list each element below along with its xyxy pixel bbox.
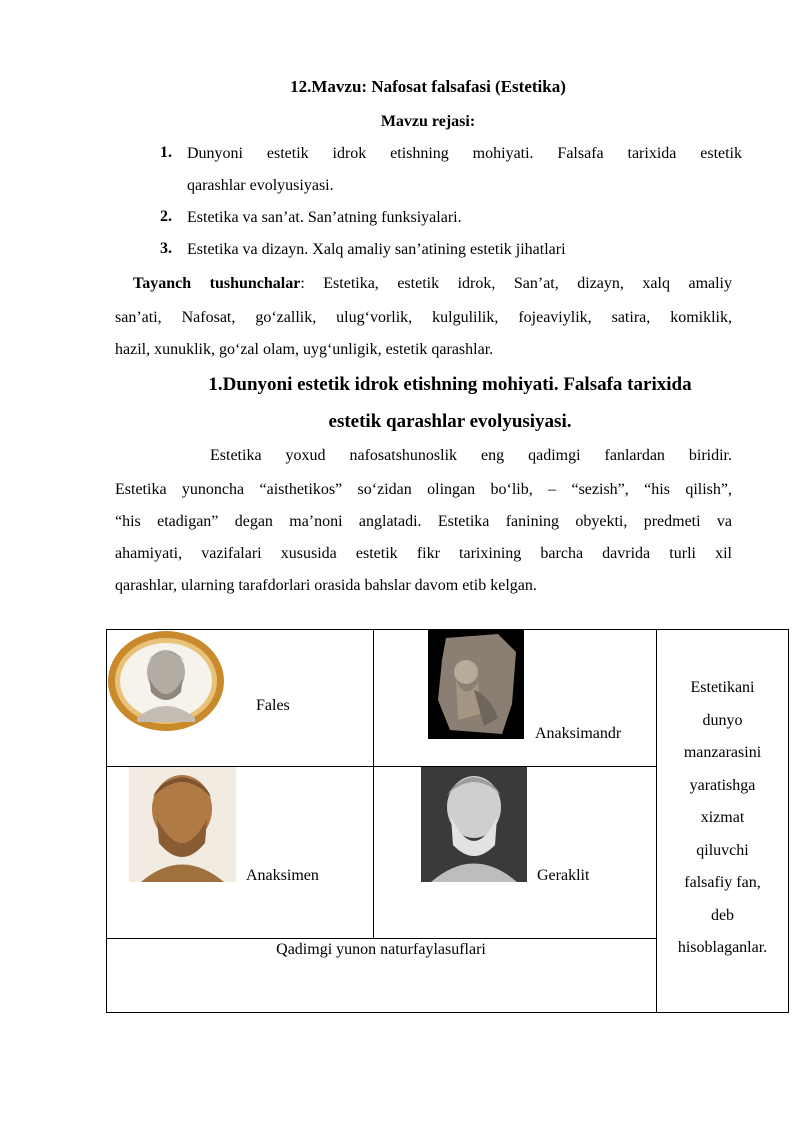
plan-heading: Mavzu rejasi: [380, 113, 476, 130]
anaksimen-label: Anaksimen [246, 867, 319, 884]
geraklit-portrait [421, 767, 527, 882]
key-concepts-label: Tayanch tushunchalar [133, 275, 301, 292]
plan-number-1: 1. [160, 144, 172, 161]
body-line3: “his etadigan” degan ma’noni anglatadi. Estetika fanining obyekti, predmeti va [115, 513, 732, 530]
body-line5: qarashlar, ularning tarafdorlari orasida bahslar davom etib kelgan. [115, 577, 537, 594]
plan-number-3: 3. [160, 240, 172, 257]
plan-item-1-line1: Dunyoni estetik idrok etishning mohiyati. Falsafa tarixida estetik [187, 145, 742, 162]
side-note-line: xizmat [700, 809, 745, 826]
side-note-line: manzarasini [683, 744, 762, 761]
side-note-line: falsafiy fan, [684, 874, 761, 891]
side-note-line: qiluvchi [696, 841, 749, 859]
key-concepts-line1 [133, 268, 732, 300]
body-line1: Estetika yoxud nafosatshunoslik eng qadimgi fanlardan biridir. [210, 447, 732, 464]
fales-label: Fales [256, 697, 290, 714]
body-line4: ahamiyati, vazifalari xususida estetik fikr tarixining barcha davrida turli xil [115, 545, 732, 562]
section-heading-line1: 1.Dunyoni estetik idrok etishning mohiyati. Falsafa tarixida [208, 374, 692, 395]
side-note-line: yaratishga [689, 776, 756, 794]
section-heading-line2: estetik qarashlar evolyusiyasi. [328, 411, 572, 432]
anaksimen-portrait [129, 767, 236, 882]
plan-number-2: 2. [160, 208, 172, 225]
side-note-line: hisoblaganlar. [677, 939, 768, 956]
anaksimandr-label: Anaksimandr [535, 725, 622, 742]
side-note-line: deb [710, 906, 735, 924]
table-caption: Qadimgi yunon naturfaylasuflari [276, 941, 486, 958]
body-line2: Estetika yunoncha “aisthetikos” so‘zidan olingan bo‘lib, – “sezish”, “his qilish”, [115, 481, 732, 498]
side-note [657, 672, 788, 965]
anaksimandr-portrait [428, 630, 524, 739]
page-title: 12.Mavzu: Nafosat falsafasi (Estetika) [290, 77, 566, 96]
key-concepts-line2: san’ati, Nafosat, go‘zallik, ulug‘vorlik, kulgulilik, fojeaviylik, satira, komiklik, [115, 309, 732, 326]
key-concepts-text: : Estetika, estetik idrok, San’at, dizayn, xalq amaliy [300, 275, 732, 292]
plan-item-1-line2: qarashlar evolyusiyasi. [187, 177, 334, 194]
plan-item-2: Estetika va san’at. San’atning funksiyalari. [187, 209, 462, 226]
plan-item-3: Estetika va dizayn. Xalq amaliy san’atining estetik jihatlari [187, 241, 566, 258]
key-concepts-line3: hazil, xunuklik, go‘zal olam, uyg‘unligik, estetik qarashlar. [115, 341, 494, 358]
geraklit-label: Geraklit [537, 867, 590, 884]
side-note-line: dunyo [702, 711, 743, 729]
side-note-line: Estetikani [690, 679, 755, 696]
fales-portrait [107, 630, 225, 732]
